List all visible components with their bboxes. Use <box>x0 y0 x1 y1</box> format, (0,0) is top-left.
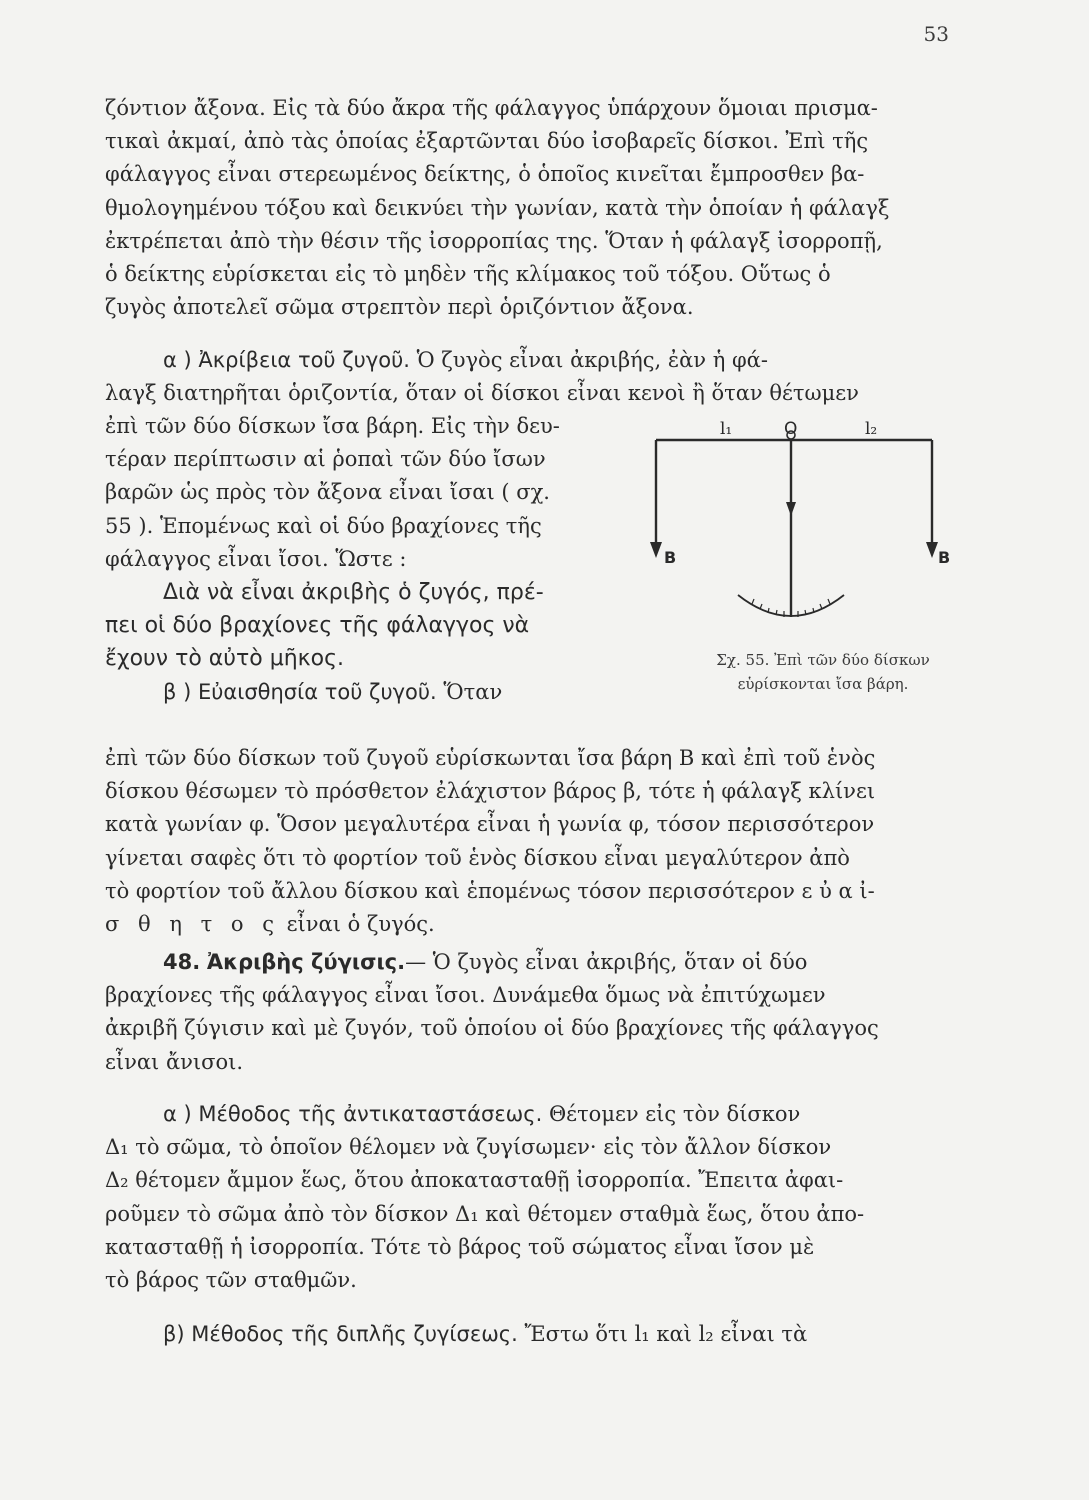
rule-statement: πει οἱ δύο βραχίονες τῆς φάλαγγος νὰ <box>105 613 530 639</box>
section-heading-line <box>105 946 973 979</box>
text-line: ροῦμεν τὸ σῶμα ἀπὸ τὸν δίσκον Δ₁ καὶ θέτομεν σταθμὰ ἕως, ὅτου ἀπο- <box>105 1201 865 1226</box>
section-text: Ὁ ζυγὸς εἶναι ἀκριβής, ὅταν οἱ δύο <box>432 950 808 974</box>
right-weight-arrow <box>926 542 938 558</box>
accuracy-heading: α ) Ἀκρίβεια τοῦ ζυγοῦ. <box>163 348 410 372</box>
caption-line: εὑρίσκονται ἴσα βάρη. <box>737 675 909 693</box>
label-b-left: B <box>664 548 677 567</box>
section-number: 48. <box>163 950 201 974</box>
text-line: βαρῶν ὡς πρὸς τὸν ἄξονα εἶναι ἴσαι ( σχ. <box>105 480 550 505</box>
intro-paragraph <box>105 92 973 324</box>
text-line: τὸ βάρος τῶν σταθμῶν. <box>105 1268 357 1293</box>
section-title: Ἀκριβὴς ζύγισις. <box>206 950 406 974</box>
label-b-right: B <box>938 548 951 567</box>
section-dash: — <box>405 950 427 974</box>
text-line <box>105 676 610 709</box>
text-line: κατασταθῇ ἡ ἰσορροπία. Τότε τὸ βάρος τοῦ σώματος εἶναι ἴσον μὲ <box>105 1234 815 1259</box>
rule-statement: Διὰ νὰ εἶναι ἀκριβὴς ὁ ζυγός, πρέ- <box>163 580 544 606</box>
text-line: ζόντιον ἄξονα. Εἰς τὰ δύο ἄκρα τῆς φάλαγγος ὑπάρχουν ὅμοιαι πρισμα- <box>105 96 878 120</box>
text-line: βραχίονες τῆς φάλαγγος εἶναι ἴσοι. Δυνάμεθα ὅμως νὰ ἐπιτύχωμεν <box>105 983 826 1008</box>
left-weight-arrow <box>650 542 662 558</box>
label-l2: l₂ <box>865 419 878 439</box>
substitution-paragraph <box>105 1098 973 1297</box>
rule-statement: ἔχουν τὸ αὐτὸ μῆκος. <box>105 646 344 672</box>
text-line: 55 ). Ἑπομένως καὶ οἱ δύο βραχίονες τῆς <box>105 513 542 538</box>
wrap-paragraph <box>105 410 610 709</box>
text-line: τικαὶ ἀκμαί, ἀπὸ τὰς ὁποίας ἐξαρτῶνται δύο ἰσοβαρεῖς δίσκοι. Ἐπὶ τῆς <box>105 129 869 154</box>
text-line <box>105 344 973 377</box>
text-line: ἐπὶ τῶν δύο δίσκων τοῦ ζυγοῦ εὑρίσκωνται ἴσα βάρη Β καὶ ἐπὶ τοῦ ἑνὸς <box>105 746 876 770</box>
substitution-heading: α ) Μέθοδος τῆς ἀντικαταστάσεως. <box>163 1102 543 1126</box>
text-line: κατὰ γωνίαν φ. Ὅσον μεγαλυτέρα εἶναι ἡ γωνία φ, τόσον περισσότερον <box>105 812 875 837</box>
section-48 <box>105 946 973 1079</box>
double-text: Ἔστω ὅτι l₁ καὶ l₂ εἶναι τὰ <box>524 1322 808 1346</box>
pointer-arrow <box>786 502 796 516</box>
text-line: εἶναι ἄνισοι. <box>105 1049 244 1074</box>
text-line <box>105 908 973 941</box>
text-line: Δ₂ θέτομεν ἄμμον ἕως, ὅτου ἀποκατασταθῇ ἰσορροπία. Ἔπειτα ἀφαι- <box>105 1168 844 1193</box>
text-line: τὸ φορτίον τοῦ ἄλλου δίσκου καὶ ἑπομένως τόσον περισσότερον ε ὐ α ἰ- <box>105 878 875 903</box>
accuracy-paragraph <box>105 344 973 410</box>
text-line: ἐκτρέπεται ἀπὸ τὴν θέσιν τῆς ἰσορροπίας της. Ὅταν ἡ φάλαγξ ἰσορροπῇ, <box>105 228 883 253</box>
caption-line: Σχ. 55. Ἐπὶ τῶν δύο δίσκων <box>716 651 930 669</box>
sensitivity-text: Ὅταν <box>443 679 503 704</box>
text-line <box>105 1098 973 1131</box>
text-line: ἐπὶ τῶν δύο δίσκων ἴσα βάρη. Εἰς τὴν δευ- <box>105 414 560 438</box>
text-line: δίσκου θέσωμεν τὸ πρόσθετον ἐλάχιστον βάρος β, τότε ἡ φάλαγξ κλίνει <box>105 779 876 804</box>
label-l1: l₁ <box>720 419 733 439</box>
text-line: ὁ δείκτης εὑρίσκεται εἰς τὸ μηδὲν τῆς κλίμακος τοῦ τόξου. Οὕτως ὁ <box>105 262 831 287</box>
double-weighing-paragraph <box>105 1318 973 1351</box>
substitution-text: Θέτομεν εἰς τὸν δίσκον <box>548 1102 801 1126</box>
label-o: O <box>784 419 798 439</box>
spaced-word: σ θ η τ ο ς <box>105 912 280 937</box>
sensitivity-paragraph <box>105 742 973 941</box>
text-line: φάλαγγος εἶναι στερεωμένος δείκτης, ὁ ὁποῖος κινεῖται ἔμπροσθεν βα- <box>105 162 865 187</box>
sensitivity-heading: β ) Εὐαισθησία τοῦ ζυγοῦ. <box>163 679 437 704</box>
text-line: ἀκριβῆ ζύγισιν καὶ μὲ ζυγόν, τοῦ ὁποίου οἱ δύο βραχίονες τῆς φάλαγγος <box>105 1016 879 1041</box>
figure-caption <box>668 648 978 696</box>
text-line: Δ₁ τὸ σῶμα, τὸ ὁποῖον θέλομεν νὰ ζυγίσωμεν· εἰς τὸν ἄλλον δίσκον <box>105 1135 832 1160</box>
text-line: θμολογημένου τόξου καὶ δεικνύει τὴν γωνίαν, κατὰ τὴν ὁποίαν ἡ φάλαγξ <box>105 195 890 220</box>
text-span: εἶναι ὁ ζυγός. <box>286 912 435 937</box>
accuracy-text: Ὁ ζυγὸς εἶναι ἀκριβής, ἐὰν ἡ φά- <box>416 348 768 372</box>
double-heading: β) Μέθοδος τῆς διπλῆς ζυγίσεως. <box>163 1322 518 1346</box>
page-number: 53 <box>923 22 949 46</box>
text-line: φάλαγγος εἶναι ἴσοι. Ὥστε : <box>105 546 407 571</box>
text-line <box>105 1318 973 1351</box>
text-line: ζυγὸς ἀποτελεῖ σῶμα στρεπτὸν περὶ ὁριζόντιον ἄξονα. <box>105 295 694 320</box>
text-line: τέραν περίπτωσιν αἱ ῥοπαὶ τῶν δύο ἴσων <box>105 447 546 472</box>
text-line: λαγξ διατηρῆται ὁριζοντία, ὅταν οἱ δίσκοι εἶναι κενοὶ ἢ ὅταν θέτωμεν <box>105 381 859 406</box>
text-line: γίνεται σαφὲς ὅτι τὸ φορτίον τοῦ ἑνὸς δίσκου εἶναι μεγαλύτερον ἀπὸ <box>105 845 850 870</box>
